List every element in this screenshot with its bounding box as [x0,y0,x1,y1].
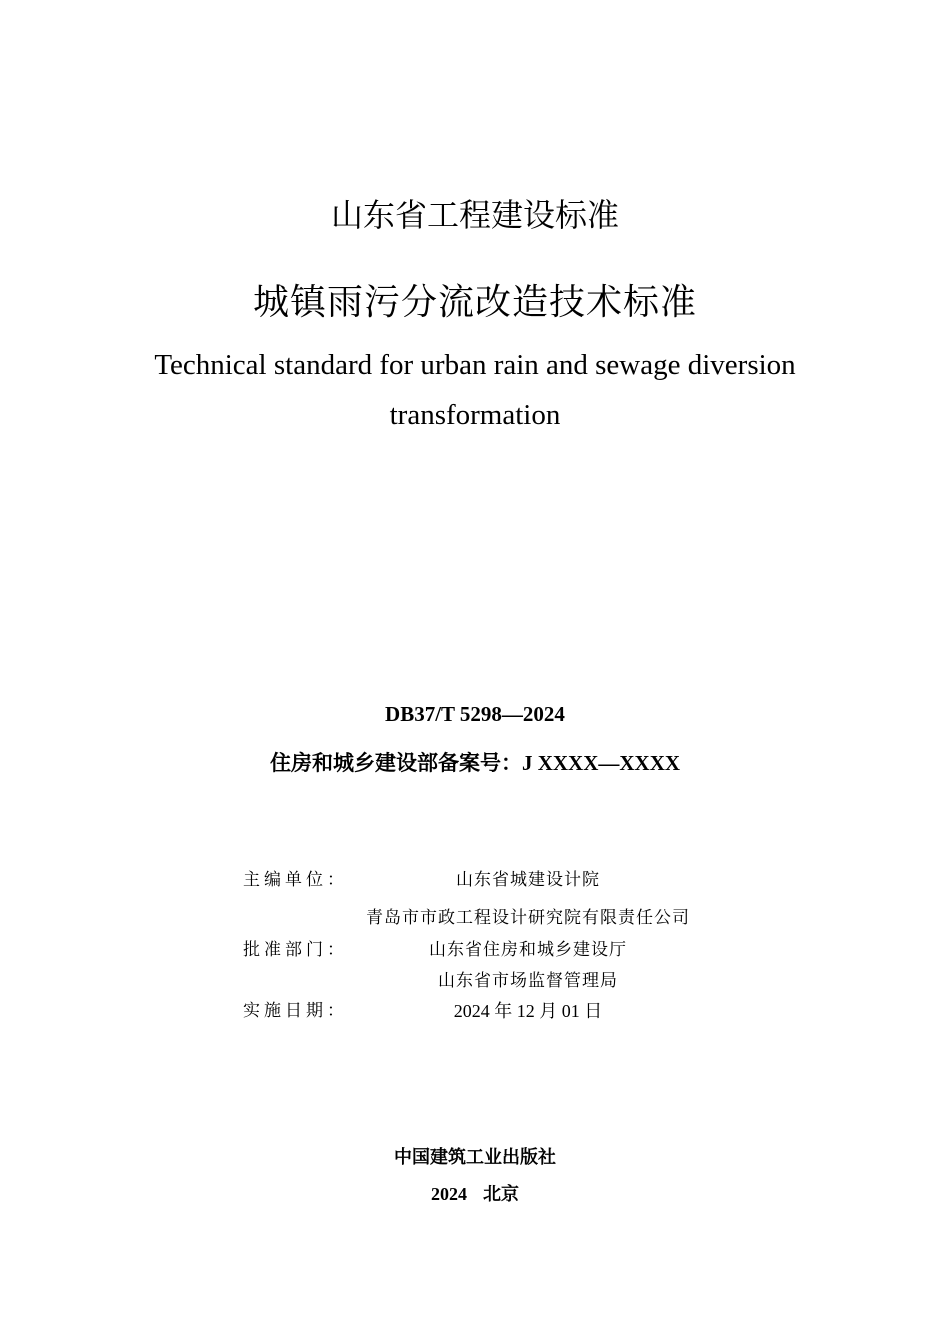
editor-label: 主编单位： [243,870,348,890]
record-number-line [0,748,950,778]
standard-code: DB37/T 5298—2024 [385,702,565,726]
approver-dept-1: 山东省住房和城乡建设厅 [429,940,627,960]
chinese-title: 城镇雨污分流改造技术标准 [252,282,697,323]
publication-city: 北京 [483,1184,519,1205]
editor-unit-1: 山东省城建设计院 [456,870,600,890]
editor-unit-2: 青岛市市政工程设计研究院有限责任公司 [366,908,690,928]
effective-date-label: 实施日期： [243,1001,348,1021]
english-title-line-1: Technical standard for urban rain and sewage diversion [154,349,796,381]
series-title: 山东省工程建设标准 [330,196,619,234]
english-title-line-2: transformation [389,399,561,431]
record-label: 住房和城乡建设部备案号： [269,751,522,775]
publication-year-place [0,1181,950,1208]
publisher-name: 中国建筑工业出版社 [394,1147,556,1168]
approver-label: 批准部门： [243,940,348,960]
effective-date-value: 2024 年 12 月 01 日 [453,1001,603,1021]
record-number: J XXXX—XXXX [521,751,681,775]
publication-year: 2024 [431,1184,467,1204]
approver-dept-2: 山东省市场监督管理局 [438,971,618,991]
